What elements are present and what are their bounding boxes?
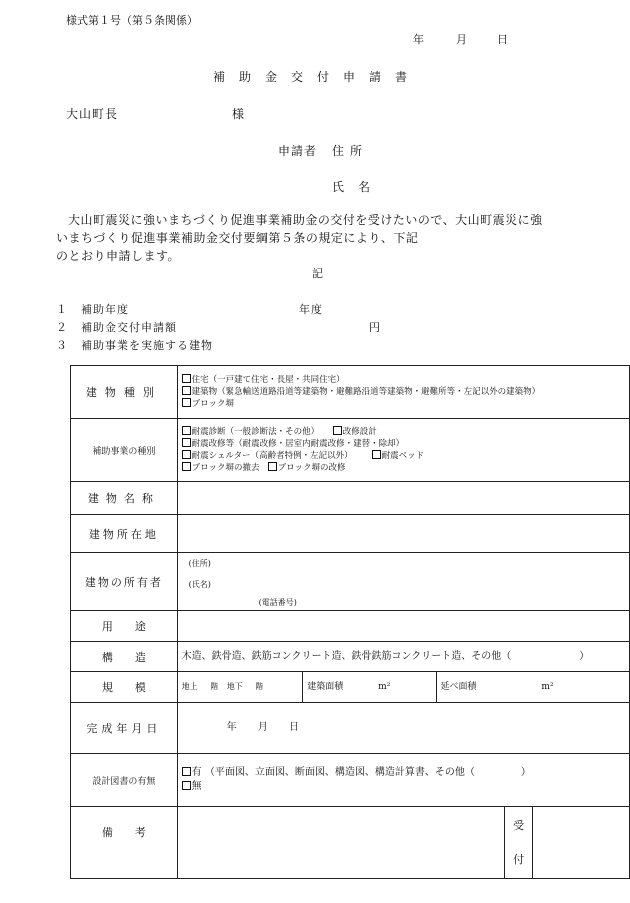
drawings-detail: （平面図、立面図、断面図、構造図、構造計算書、その他（	[204, 767, 475, 778]
body-line-3: のとおり申請します。	[56, 249, 181, 263]
applicant-name-label: 氏名	[332, 180, 385, 194]
building-location-label: 建物所在地	[71, 515, 178, 553]
date-day-label: 日	[497, 33, 508, 46]
item-3-label: 補助事業を実施する建物	[81, 339, 213, 352]
structure-label: 構造	[71, 642, 178, 672]
item-3-number: ３	[56, 339, 67, 352]
building-type-label: 建物種別	[71, 366, 178, 419]
completion-day: 日	[289, 722, 300, 733]
row-completion	[71, 703, 630, 754]
reception-tsuke: 付	[513, 852, 525, 866]
option-drawings-no[interactable]: 無	[182, 780, 629, 794]
checkbox-icon	[372, 450, 381, 459]
option-block-wall-removal[interactable]: ブロック塀の撤去	[182, 463, 260, 473]
item-1-number: １	[56, 303, 67, 316]
scale-label: 規模	[71, 672, 178, 703]
owner-phone-label: (電話番号)	[258, 598, 297, 607]
remarks-field[interactable]	[177, 807, 504, 879]
row-owner	[71, 553, 630, 611]
completion-year: 年	[226, 722, 237, 733]
form-number: 様式第１号（第５条関係）	[66, 14, 198, 27]
option-renovation-design[interactable]: 改修設計	[333, 427, 377, 437]
completion-date-label: 完成年月日	[71, 703, 178, 754]
date-year-label: 年	[413, 33, 424, 46]
building-area-cell[interactable]	[303, 672, 436, 703]
applicant-address-label: 住所	[332, 144, 369, 158]
document-title: 補助金交付申請書	[213, 70, 422, 84]
checkbox-icon	[182, 426, 191, 435]
option-residential[interactable]: 住宅（一戸建て住宅・長屋・共同住宅）	[182, 374, 629, 386]
project-type-label: 補助事業の種別	[71, 419, 178, 482]
total-floor-area-unit: m²	[541, 682, 554, 692]
floors-cell[interactable]	[177, 672, 303, 703]
option-seismic-shelter[interactable]: 耐震シェルター（高齢者特例・左記以外）	[182, 451, 353, 461]
floors-above-unit: 階	[210, 682, 219, 691]
project-type-line-2	[182, 438, 629, 450]
checkbox-icon	[182, 450, 191, 459]
item-2-label: 補助金交付申請額	[81, 321, 177, 334]
drawings-close-paren: ）	[520, 767, 531, 778]
owner-name-label: (氏名)	[188, 580, 211, 589]
addressee-name: 大山町長	[66, 107, 119, 121]
building-details-table	[70, 365, 630, 879]
drawings-label: 設計図書の有無	[71, 754, 178, 807]
building-type-options	[177, 366, 629, 419]
checkbox-icon	[182, 767, 191, 776]
project-type-line-1	[182, 426, 629, 438]
option-building[interactable]: 建築物（緊急輸送道路沿道等建築物・避難路沿道等建築物・避難所等・左記以外の建築物）	[182, 386, 629, 398]
row-building-location	[71, 515, 630, 553]
applicant-label: 申請者	[278, 144, 318, 158]
project-type-line-3	[182, 450, 629, 462]
option-seismic-retrofit[interactable]: 耐震改修等（耐震改修・居室内耐震改修・建替・除却）	[182, 439, 405, 449]
structure-close-paren: ）	[579, 650, 590, 662]
total-floor-area-label: 延べ面積	[440, 682, 477, 692]
owner-field[interactable]	[177, 553, 629, 611]
building-name-label: 建物名称	[71, 482, 178, 515]
row-usage	[71, 611, 630, 642]
checkbox-icon	[182, 438, 191, 447]
checkbox-icon	[268, 462, 277, 471]
addressee-honorific: 様	[232, 107, 245, 121]
checkbox-icon	[182, 462, 191, 471]
checkbox-icon	[182, 386, 191, 395]
option-seismic-diagnosis[interactable]: 耐震診断（一般診断法・その他）	[182, 427, 320, 437]
row-drawings	[71, 754, 630, 807]
checkbox-icon	[182, 374, 191, 383]
owner-address-label: (住所)	[188, 559, 211, 568]
usage-field[interactable]	[177, 611, 629, 642]
project-type-line-4	[182, 462, 629, 474]
checkbox-icon	[182, 781, 191, 790]
floors-below-label: 地下	[226, 682, 243, 691]
usage-label: 用途	[71, 611, 178, 642]
date-month-label: 月	[456, 33, 467, 46]
drawings-field	[177, 754, 629, 807]
item-1-value: 年度	[299, 303, 323, 316]
owner-label: 建物の所有者	[71, 553, 178, 611]
building-area-label: 建築面積	[307, 682, 344, 692]
reception-uke: 受	[513, 818, 525, 832]
option-block-wall-repair[interactable]: ブロック塀の改修	[268, 463, 346, 473]
building-location-field[interactable]	[177, 515, 629, 553]
building-name-field[interactable]	[177, 482, 629, 515]
row-structure	[71, 642, 630, 672]
checkbox-icon	[182, 398, 191, 407]
body-line-1: 大山町震災に強いまちづくり促進事業補助金の交付を受けたいので、大山町震災に強	[68, 213, 543, 227]
option-seismic-bed[interactable]: 耐震ベッド	[372, 451, 425, 461]
reception-cell	[504, 807, 533, 879]
structure-field[interactable]	[177, 642, 629, 672]
row-project-type	[71, 419, 630, 482]
completion-date-field[interactable]	[177, 703, 629, 754]
item-2-number: ２	[56, 321, 67, 334]
item-2-value: 円	[369, 321, 380, 334]
row-building-name	[71, 482, 630, 515]
row-scale	[71, 672, 630, 703]
ki-heading: 記	[312, 267, 323, 280]
total-floor-area-cell[interactable]	[436, 672, 629, 703]
floors-below-unit: 階	[255, 682, 264, 691]
project-type-options	[177, 419, 629, 482]
remarks-label: 備考	[71, 807, 178, 879]
option-block-wall[interactable]: ブロック塀	[182, 398, 629, 410]
item-1-label: 補助年度	[81, 303, 129, 316]
option-drawings-yes[interactable]: 有 （平面図、立面図、断面図、構造図、構造計算書、その他（ ）	[182, 766, 629, 780]
building-area-unit: m²	[378, 682, 391, 692]
reception-stamp-field[interactable]	[533, 807, 630, 879]
floors-above-label: 地上	[181, 682, 198, 691]
structure-options: 木造、鉄骨造、鉄筋コンクリート造、鉄骨鉄筋コンクリート造、その他（	[181, 650, 512, 662]
checkbox-icon	[333, 426, 342, 435]
body-line-2: いまちづくり促進事業補助金交付要綱第５条の規定により、下記	[56, 231, 419, 245]
row-building-type	[71, 366, 630, 419]
row-remarks	[71, 807, 630, 879]
completion-month: 月	[257, 722, 268, 733]
